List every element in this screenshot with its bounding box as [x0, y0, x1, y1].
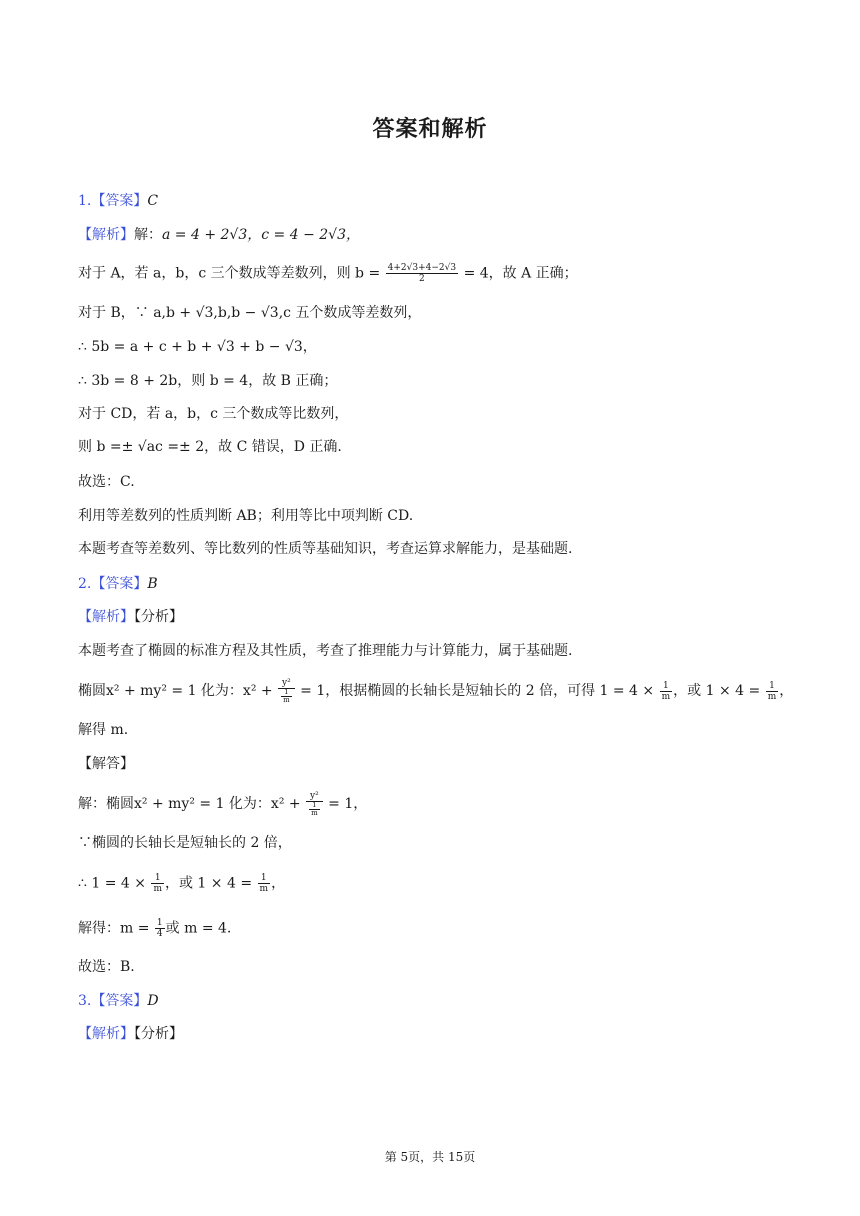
q1-analysis-line [78, 225, 360, 245]
q1-l2-text: 对于 A，若 a，b，c 三个数成等差数列，则 b = [78, 265, 381, 282]
q2-answer-head: 2.【答案】 [78, 576, 148, 592]
q1-line-2 [78, 263, 578, 284]
frac-num: 1 [258, 873, 271, 884]
frac-inner-den: m [283, 696, 290, 704]
frac-inner-num: 1 [281, 689, 292, 697]
q2-l7-b: 或 m = 4. [165, 920, 232, 937]
q2-l2-b: = 1，根据椭圆的长轴长是短轴长的 2 倍，可得 1 = 4 × [300, 683, 655, 699]
frac-num: 1 [766, 681, 779, 692]
page-title: 答案和解析 [372, 117, 488, 142]
q2-solve-head: 【解答】 [78, 756, 134, 772]
q1-fraction [386, 263, 458, 284]
q2-l6-c: ， [271, 875, 286, 892]
q2-l2-d: ， [779, 683, 794, 699]
q2-line-5: ∵椭圆的长轴长是短轴长的 2 倍， [78, 835, 292, 851]
q2-l2-a: 椭圆x² + my² = 1 化为：x² + [78, 683, 273, 699]
q2-analysis-head: 【解析】 [78, 609, 134, 625]
q1-answer-line [78, 191, 158, 211]
q2-l4-frac-y2 [306, 791, 323, 817]
q2-line-8: 故选：B. [78, 959, 135, 975]
q2-l7-a: 解得：m = [78, 920, 150, 937]
frac-den: m [661, 691, 671, 702]
frac-den: m [259, 884, 269, 894]
frac-den: 4 [156, 929, 163, 939]
q1-line-3: 对于 B，∵ a,b + √3,b,b − √3,c 五个数成等差数列， [78, 305, 422, 321]
q3-answer: D [147, 993, 159, 1009]
q2-l4-a: 解：椭圆x² + my² = 1 化为：x² + [78, 796, 301, 812]
page-footer: 第 5页，共 15页 [384, 1150, 476, 1164]
frac-num: 1 [151, 873, 164, 884]
q1-line-4: ∴ 5b = a + c + b + √3 + b − √3， [78, 339, 317, 355]
q1-answer-head: 1.【答案】 [78, 193, 148, 209]
q2-line-6 [78, 873, 285, 894]
q2-line-3: 解得 m. [78, 722, 129, 738]
q1-line-5: ∴ 3b = 8 + 2b，则 b = 4，故 B 正确； [78, 373, 338, 389]
frac-num: 1 [660, 681, 673, 692]
q2-l2-frac-y2 [278, 678, 295, 704]
q1-line-8: 故选：C. [78, 474, 135, 490]
q1-analysis-head: 【解析】 [78, 227, 134, 243]
q2-answer: B [147, 576, 158, 592]
q3-analysis-sub: 【分析】 [134, 1026, 183, 1042]
frac-num: 1 [156, 918, 163, 928]
frac-num: y² [278, 678, 295, 689]
q2-l6-frac-1m-a [151, 873, 164, 894]
q3-analysis-line [78, 1024, 183, 1044]
frac-inner-den: m [311, 809, 318, 817]
q1-l1-text: 解： [134, 227, 162, 243]
frac-den [278, 689, 295, 704]
q1-frac-num: 4+2√3+4−2√3 [387, 263, 457, 273]
q3-analysis-head: 【解析】 [78, 1026, 134, 1042]
q1-line-6: 对于 CD，若 a，b，c 三个数成等比数列， [78, 406, 349, 422]
q1-l2-tail: = 4，故 A 正确； [463, 265, 578, 282]
q2-answer-line [78, 574, 158, 594]
q2-l6-frac-1m-b [258, 873, 271, 894]
q2-l7-frac [155, 918, 165, 939]
q2-l4-b: = 1， [328, 796, 368, 812]
q2-analysis-sub: 【分析】 [134, 609, 183, 625]
frac-den [306, 802, 323, 817]
q2-analysis-line [78, 607, 183, 627]
q2-l2-frac-1m-a [660, 681, 673, 702]
frac-den: m [153, 884, 162, 894]
q1-frac-den: 2 [419, 274, 425, 284]
q2-line-4 [78, 791, 367, 817]
q1-line-10: 本题考查等差数列、等比数列的性质等基础知识，考查运算求解能力，是基础题. [78, 541, 573, 557]
q2-l2-frac-1m-b [766, 681, 779, 702]
frac-inner-num: 1 [309, 802, 320, 810]
q2-l6-b: ，或 1 × 4 = [164, 875, 253, 892]
q2-line-7 [78, 918, 231, 939]
q3-answer-head: 3.【答案】 [78, 993, 148, 1009]
q3-answer-line [78, 991, 159, 1011]
q1-line-9: 利用等差数列的性质判断 AB；利用等比中项判断 CD. [78, 508, 414, 524]
frac-num: y² [306, 791, 323, 802]
q1-answer: C [147, 193, 159, 209]
q2-line-1: 本题考查了椭圆的标准方程及其性质，考查了推理能力与计算能力，属于基础题. [78, 643, 573, 659]
q1-line-7: 则 b =± √ac =± 2，故 C 错误，D 正确. [78, 439, 342, 455]
frac-den: m [767, 691, 777, 702]
q2-l6-a: ∴ 1 = 4 × [78, 875, 146, 892]
q1-l1-math: a = 4 + 2√3，c = 4 − 2√3， [162, 227, 360, 243]
q2-line-2 [78, 678, 793, 704]
q2-l2-c: ，或 1 × 4 = [673, 683, 761, 699]
